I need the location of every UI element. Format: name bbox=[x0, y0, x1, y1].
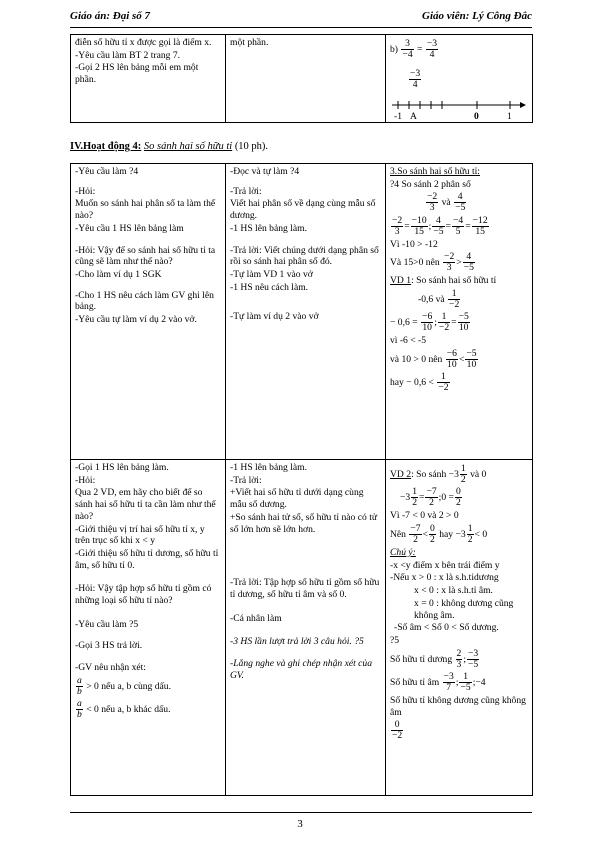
text-line: -Lắng nghe và ghi chép nhận xét của GV. bbox=[230, 658, 373, 681]
text-line: -Hỏi: Vậy để so sánh hai số hữu tỉ ta cũng sẽ làm như thế nào? bbox=[75, 244, 216, 268]
section-label: IV.Hoạt động 4: bbox=[70, 141, 142, 152]
text-fragment: < 0 bbox=[474, 528, 488, 540]
fraction: $\frac{0}{-2}$ bbox=[392, 719, 403, 742]
top-col3 bbox=[386, 35, 533, 123]
axis-label: -1 bbox=[394, 111, 402, 122]
text-line: -Tự làm ví dụ 2 vào vở bbox=[230, 311, 319, 323]
text-line: -Hỏi: Vậy tập hợp số hữu tỉ gồm có những loại số hữu tỉ nào? bbox=[75, 583, 212, 607]
text-line: -Yêu cầu làm BT 2 trang 7. bbox=[75, 49, 181, 61]
text-fragment: Số hữu tỉ âm bbox=[390, 676, 440, 688]
table-row bbox=[71, 460, 533, 796]
fraction: $\frac{1}{-2}$ bbox=[438, 371, 449, 394]
text-fragment: ;−4 bbox=[472, 676, 486, 688]
text-line: -3 HS lần lượt trả lời 3 câu hỏi. ?5 bbox=[230, 636, 364, 648]
fraction: $\frac{3}{-4}$ bbox=[402, 38, 413, 61]
exercise-label: ?4 So sánh 2 phân số bbox=[390, 178, 471, 190]
text-fragment: Và 15>0 nên bbox=[390, 257, 440, 269]
text-fragment: −3 bbox=[448, 468, 459, 480]
text-line: +Viết hai số hữu tỉ dưới dạng cùng mẫu số dương. bbox=[230, 487, 364, 511]
fraction: $\frac{1}{-2}$ bbox=[449, 288, 460, 311]
exercise-label: ?5 bbox=[390, 635, 400, 646]
fraction: $\frac{1}{-5}$ bbox=[460, 670, 471, 693]
axis-label: A bbox=[410, 111, 417, 122]
row2-col2 bbox=[226, 460, 386, 796]
section-duration: (10 ph). bbox=[234, 141, 269, 152]
text-line: -Gọi 2 HS lên bảng mỗi em một phần. bbox=[75, 62, 199, 86]
text-line: Số hữu tỉ không dương cũng không âm bbox=[390, 694, 526, 718]
fraction: $\frac{1}{2}$ bbox=[460, 463, 466, 486]
fraction: $\frac{-7}{2}$ bbox=[426, 486, 437, 509]
example-label: VD 1 bbox=[390, 275, 412, 287]
text-line: -Trả lời: bbox=[230, 474, 262, 486]
text-line: -Hỏi: bbox=[75, 474, 96, 486]
fraction: $\frac{-2}{3}$ bbox=[444, 251, 455, 274]
fraction: $\frac{2}{3}$ bbox=[456, 647, 462, 670]
example-label: VD 2 bbox=[390, 468, 412, 480]
text-fragment: : So sánh hai số hữu tỉ bbox=[411, 275, 497, 287]
note-title: Chú ý: bbox=[390, 547, 416, 559]
fraction: $\frac{-6}{10}$ bbox=[422, 311, 433, 334]
subsection-title: 3.So sánh hai số hữu tỉ: bbox=[390, 166, 480, 177]
text-line: -1 HS lên bảng làm. bbox=[230, 222, 308, 234]
text-line: -Yêu cầu tự làm ví dụ 2 vào vở. bbox=[75, 314, 197, 326]
fraction: $\frac{-2}{3}$ bbox=[392, 214, 403, 237]
fraction: $\frac{1}{2}$ bbox=[412, 486, 418, 509]
text-line: điễn số hữu tỉ x được gọi là điểm x. bbox=[75, 37, 212, 48]
text-line: -Giới thiệu vị trí hai số hữu tỉ x, y trên trục số khi x < y bbox=[75, 523, 205, 547]
header-teacher: Giáo viên: Lý Công Đắc bbox=[422, 10, 532, 22]
text-line: -Giới thiệu số hữu tỉ dương, số hữu tỉ âm, số hữu tỉ 0. bbox=[75, 547, 219, 571]
fraction: $\frac{-5}{10}$ bbox=[466, 348, 477, 371]
fraction: $\frac{-10}{15}$ bbox=[411, 214, 427, 237]
table-row bbox=[71, 164, 533, 460]
fraction: $\frac{4}{-5}$ bbox=[433, 214, 444, 237]
row1-col2 bbox=[226, 164, 386, 460]
fraction: $\frac{a}{b}$ bbox=[77, 697, 82, 721]
fraction: $\frac{-12}{15}$ bbox=[472, 214, 488, 237]
text-fragment: Nên bbox=[390, 528, 406, 540]
number-line bbox=[390, 99, 530, 111]
fraction: $\frac{-5}{10}$ bbox=[458, 311, 469, 334]
fraction: $\frac{0}{2}$ bbox=[455, 486, 461, 509]
text-line: -Trả lời: Tập hợp số hữu tỉ gồm số hữu tỉ dương, số hữu tỉ âm và số 0. bbox=[230, 577, 380, 600]
text-fragment: < 0 nếu a, b khác dấu. bbox=[86, 703, 171, 715]
fraction: $\frac{a}{b}$ bbox=[77, 674, 82, 697]
text-fragment: hay bbox=[439, 528, 454, 540]
text-line: -Hỏi: bbox=[75, 185, 96, 197]
text-line: vì -6 < -5 bbox=[390, 335, 427, 347]
text-fragment: và 0 bbox=[470, 468, 487, 480]
fraction: $\frac{1}{2}$ bbox=[467, 522, 473, 546]
header-rule bbox=[70, 27, 532, 28]
fraction: $\frac{-3}{-5}$ bbox=[468, 647, 479, 670]
top-col1 bbox=[71, 35, 226, 123]
text-line: -Gọi 3 HS trả lời. bbox=[75, 640, 143, 652]
text-fragment: > 0 nếu a, b cùng dấu. bbox=[86, 680, 172, 692]
section-title: So sánh hai số hữu tỉ bbox=[143, 141, 233, 152]
fraction: $\frac{-4}{5}$ bbox=[452, 214, 464, 237]
page-number: 3 bbox=[297, 818, 303, 830]
main-table bbox=[70, 163, 533, 796]
text-fragment: : So sánh bbox=[411, 468, 447, 480]
text-line: Qua 2 VD, em hãy cho biết để so sánh hai số hữu tỉ ta cần làm như thế nào? bbox=[75, 487, 216, 522]
footer-rule bbox=[70, 812, 532, 813]
text-line: -Yêu cầu làm ?5 bbox=[75, 618, 139, 630]
top-col2 bbox=[226, 35, 386, 123]
text-line: Vì -10 > -12 bbox=[390, 238, 438, 250]
text-line: -Cá nhân làm bbox=[230, 612, 282, 624]
axis-label: 1 bbox=[507, 111, 512, 122]
header-lesson: Giáo án: Đại số 7 bbox=[70, 10, 151, 22]
axis-labels bbox=[394, 111, 529, 123]
axis-label: 0 bbox=[474, 111, 479, 122]
text-fragment: -0,6 và bbox=[418, 293, 445, 305]
text-line: -Đọc và tự làm ?4 bbox=[230, 166, 300, 177]
fraction: $\frac{4}{-5}$ bbox=[463, 251, 474, 274]
text-line: Viết hai phân số về dạng cùng mẫu số dương. bbox=[230, 198, 376, 222]
text-line: +So sánh hai tử số, số hữu tỉ nào có tử số lớn hơn sẽ lớn hơn. bbox=[230, 511, 378, 535]
text-fragment: ;0 = bbox=[438, 491, 454, 503]
text-line: -Trả lời: Viết chúng dưới dạng phân số rồi so sánh hai phân số đó. bbox=[230, 244, 379, 268]
text-line: -Cho làm ví dụ 1 SGK bbox=[75, 268, 162, 280]
text-line: -1 HS nêu cách làm. bbox=[230, 281, 309, 293]
text-fragment: −3 bbox=[455, 528, 466, 540]
text-fragment: Số hữu tỉ dương bbox=[390, 653, 453, 665]
text-line: -Tự làm VD 1 vào vở bbox=[230, 268, 313, 280]
text-line: Vì -7 < 0 và 2 > 0 bbox=[390, 510, 459, 522]
fraction: $\frac{-6}{10}$ bbox=[446, 348, 457, 371]
text-line: x < 0 : x là s.h.tỉ âm. bbox=[414, 585, 493, 597]
text-line: -Trả lời: bbox=[230, 185, 262, 197]
text-fragment: −3 bbox=[400, 491, 411, 503]
fraction: $\frac{-2}{3}$ bbox=[427, 191, 438, 214]
text-line: -Yêu cầu 1 HS lên bảng làm bbox=[75, 222, 184, 234]
text-fragment: − 0,6 = bbox=[390, 317, 418, 329]
fraction: $\frac{-3}{4}$ bbox=[410, 68, 421, 91]
fraction: $\frac{0}{2}$ bbox=[430, 522, 435, 546]
text-line: -1 HS lên bảng làm. bbox=[230, 462, 308, 473]
top-table bbox=[70, 34, 533, 123]
fraction: $\frac{-3}{4}$ bbox=[426, 38, 438, 61]
section-heading bbox=[70, 141, 268, 154]
text-fragment: và bbox=[441, 197, 451, 209]
fraction: $\frac{1}{-2}$ bbox=[438, 311, 450, 334]
row2-col3: VD 2: So sánh −3 $\frac{1}{2}$ và 0 −3 $\frac{1}{2}$ = $\frac{-7}{2}$ ;0 = $\frac{0}{2}$ Vì -7 < 0 và 2 > 0 Nên $\frac{-7}{2}$ < $\frac{0}{2}$ hay −3 $\frac{1}{2}$ < 0 Chú ý: -x <y điểm x bên trái điểm y -Nếu x > 0 : x là s.h.tidương x < 0 : x là s.h.tỉ âm. x = 0 : không dương cũng không âm. -Số âm < Số 0 < Số dương. ?5 Số hữu tỉ dương $\frac{2}{3}$ ; $\frac{-3}{-5}$ Số hữu tỉ âm $\frac{-3}{7}$ ; $\frac{1}{-5}$ ;−4 Số hữu tỉ không dương cũng không âm $\frac{0}{-2}$ bbox=[386, 460, 533, 796]
equals-sign: = bbox=[417, 43, 423, 55]
row1-col1 bbox=[71, 164, 226, 460]
text-fragment: hay − 0,6 < bbox=[390, 377, 434, 389]
fraction: $\frac{-3}{7}$ bbox=[443, 670, 454, 693]
text-line: -Nếu x > 0 : x là s.h.tidương bbox=[390, 572, 499, 584]
row1-col3: 3.So sánh hai số hữu tỉ: ?4 So sánh 2 phân số $\frac{-2}{3}$ và $\frac{4}{-5}$ $\frac{-2}{3}$ = $\frac{-10}{15}$ ; $\frac{4}{-5}$ = $\frac{-4}{5}$ = $\frac{-12}{15}$ Vì -10 > -12 Và 15>0 nên $\frac{-2}{3}$ > $\frac{4}{-5}$ VD 1: So sánh hai số hữu tỉ -0,6 và $\frac{1}{-2}$ − 0,6 = $\frac{-6}{10}$ ; $\frac{1}{-2}$ = $\frac{-5}{10}$ vì -6 < -5 và 10 > 0 nên $\frac{-6}{10}$ < $\frac{-5}{10}$ hay − 0,6 < $\frac{1}{-2}$ bbox=[386, 164, 533, 460]
text-line: x = 0 : không dương cũng không âm. bbox=[414, 597, 514, 621]
text-line: -x <y điểm x bên trái điểm y bbox=[390, 559, 500, 571]
text-line: -Cho 1 HS nêu cách làm GV ghi lên bảng. bbox=[75, 289, 214, 313]
text-line: Muốn so sánh hai phân số ta làm thế nào? bbox=[75, 198, 216, 222]
fraction: $\frac{4}{-5}$ bbox=[455, 191, 466, 214]
text-line: -Gọi 1 HS lên bảng làm. bbox=[75, 462, 169, 473]
text-fragment: và 10 > 0 nên bbox=[390, 353, 443, 365]
text-line: -Số âm < Số 0 < Số dương. bbox=[394, 622, 499, 634]
item-label: b) bbox=[390, 43, 398, 55]
fraction: $\frac{-7}{2}$ bbox=[410, 522, 421, 546]
text-line: -Yêu cầu làm ?4 bbox=[75, 166, 139, 177]
row2-col1 bbox=[71, 460, 226, 796]
text-line: một phần. bbox=[230, 37, 269, 48]
text-line: -GV nêu nhận xét: bbox=[75, 662, 146, 674]
